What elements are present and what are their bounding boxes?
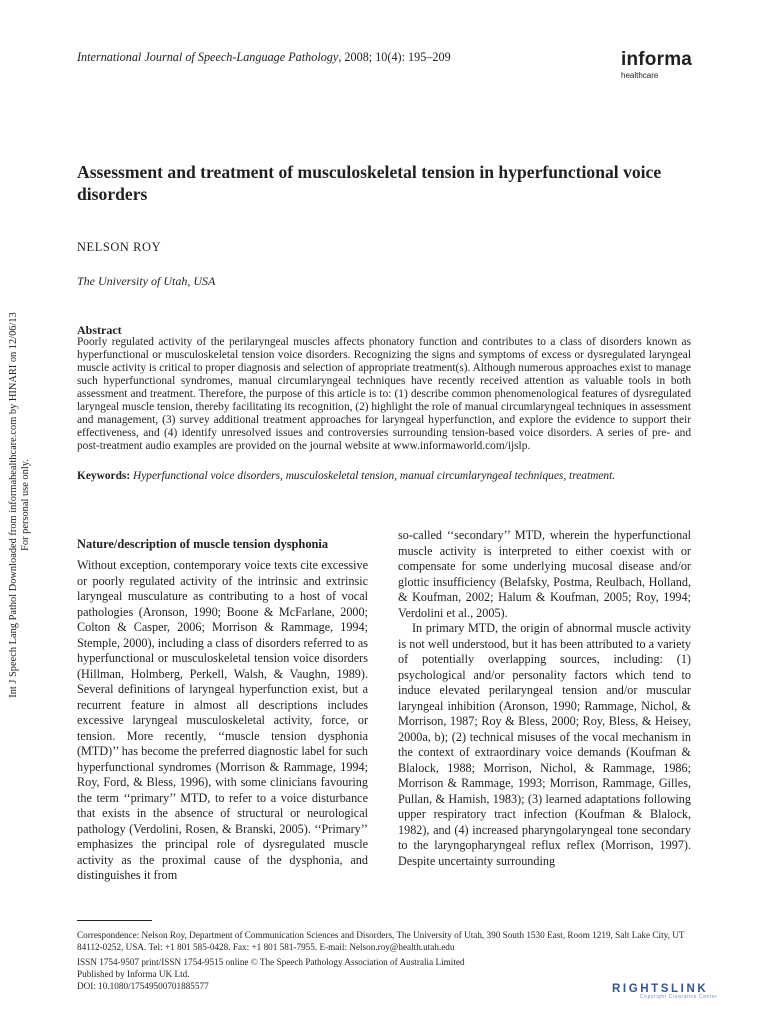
body-column-right <box>398 528 691 869</box>
rightslink-logo: RIGHTSLINK <box>612 983 709 995</box>
doi-line: DOI: 10.1080/17549500701885577 <box>77 981 209 991</box>
body-column-left <box>77 558 368 884</box>
author-affiliation: The University of Utah, USA <box>77 274 216 288</box>
journal-name: International Journal of Speech-Language Pathology <box>77 50 339 64</box>
publisher-logo-name: informa <box>621 49 693 70</box>
body-paragraph: In primary MTD, the origin of abnormal muscle activity is not well understood, but it has been attributed to a variety of potentially overlapping sources, including: (1) psychological and/or personality factors which tend to induce elevated perilaryngeal tension and/or muscular laryngeal inhibition (Aronson, 1990; Rammage, Nichol, & Morrison, 1987; Roy & Bless, 2000; Roy, Bless, & Heisey, 2000a, b); (2) technical misuses of the vocal mechanism in the context of extraordinary voice demands (Koufman & Blalock, 1988; Morrison, Nichol, & Rammage, 1986; Morrison & Rammage, 1993; Morrison, Rammage, Gilles, Pullan, & Hamish, 1983); (3) learned adaptations following upper respiratory tract infection (Koufman & Blalock, 1982), and (4) increased pharyngolaryngeal tone secondary to the laryngopharyngeal reflux reflex (Morrison, 1997). Despite uncertainty surrounding <box>398 621 691 868</box>
publisher-logo <box>621 50 696 80</box>
article-author: NELSON ROY <box>77 240 162 254</box>
article-title: Assessment and treatment of musculoskeletal tension in hyperfunctional voice disorders <box>77 162 662 204</box>
abstract-heading: Abstract <box>77 323 122 337</box>
correspondence-note: Correspondence: Nelson Roy, Department of Communication Sciences and Disorders, The University of Utah, 390 South 1530 East, Room 1219, Salt Lake City, UT 84112-0252, USA. Tel: +1 801 585-0428. Fax: +1 801 581-7955. E-mail: Nelson.roy@health.utah.edu <box>77 930 685 952</box>
section-heading: Nature/description of muscle tension dysphonia <box>77 537 329 551</box>
body-paragraph: so-called ‘‘secondary’’ MTD, wherein the hyperfunctional muscle activity is interpreted to either coexist with or compensate for some underlying mucosal disease and/or glottic insufficiency (Belafsky, Postma, Reulbach, Holland, & Koufman, 2002; Halum & Koufman, 2005; Roy, 1994; Verdolini et al., 2005). <box>398 528 691 620</box>
rightslink-tagline: Copyright Clearance Center <box>640 994 718 1000</box>
footnote-divider <box>77 920 152 921</box>
journal-citation <box>77 50 451 65</box>
journal-volume-pages: , 2008; 10(4): 195–209 <box>338 50 451 64</box>
body-paragraph: Without exception, contemporary voice texts cite excessive or poorly regulated activity of the intrinsic and extrinsic laryngeal musculature as contributing to a host of vocal pathologies (Aronson, 1990; Boone & McFarlane, 2000; Colton & Casper, 2006; Morrison & Rammage, 1994; Stemple, 2000), including a class of disorders referred to as hyperfunctional or musculoskeletal tension voice disorders (Hillman, Holmberg, Perkell, Walsh, & Vaughn, 1989). Several definitions of laryngeal hyperfunction exist, but a recurrent feature in almost all descriptions includes excessive laryngeal musculoskeletal activity, force, or tension. More recently, ‘‘muscle tension dysphonia (MTD)’’ has become the preferred diagnostic label for such hyperfunctional syndromes (Morrison & Rammage, 1994; Roy, Ford, & Bless, 1996), with some clinicians favouring the term ‘‘primary’’ MTD, to refer to a voice disturbance that exists in the absence of structural or neurological pathology (Verdolini, Rosen, & Branski, 2005). ‘‘Primary’’ emphasizes the principal role of dysregulated muscle activity as the proximal cause of the dysphonia, and distinguishes it from <box>77 558 368 882</box>
download-notice-line-1: Int J Speech Lang Pathol Downloaded from informahealthcare.com by HINARI on 12/06/13 <box>8 312 19 698</box>
publisher-logo-sub: healthcare <box>621 71 659 80</box>
keywords <box>77 469 697 483</box>
download-notice-line-2: For personal use only. <box>20 459 31 551</box>
abstract-text: Poorly regulated activity of the perilaryngeal muscles affects phonatory function and contributes to a class of disorders known as hyperfunctional or musculoskeletal tension voice disorders. Recognizing the signs and symptoms of excess or dysregulated laryngeal muscle activity is critical to proper diagnosis and selection of appropriate treatment(s). Although numerous approaches exist to manage such hyperfunctional syndromes, manual circumlaryngeal techniques have recently received attention as valuable tools in both assessment and treatment. Therefore, the purpose of this article is to: (1) describe common phenomenological features of dysregulated laryngeal muscle tension, thereby facilitating its recognition, (2) highlight the role of manual circumlaryngeal techniques in assessment and management, (3) survey additional treatment approaches for laryngeal hyperfunction, and explore the evidence to support their effectiveness, and (4) identify unresolved issues and controversies surrounding tension-based voice disorders. A series of pre- and post-treatment audio examples are provided on the journal website at www.informaworld.com/ijslp. <box>77 336 691 452</box>
publisher-line: Published by Informa UK Ltd. <box>77 969 190 979</box>
keywords-label: Keywords: <box>77 470 131 482</box>
keywords-text: Hyperfunctional voice disorders, musculoskeletal tension, manual circumlaryngeal techniques, treatment. <box>133 470 616 482</box>
issn-line: ISSN 1754-9507 print/ISSN 1754-9515 online © The Speech Pathology Association of Australia Limited <box>77 957 465 967</box>
rightslink-watermark <box>612 983 756 1005</box>
